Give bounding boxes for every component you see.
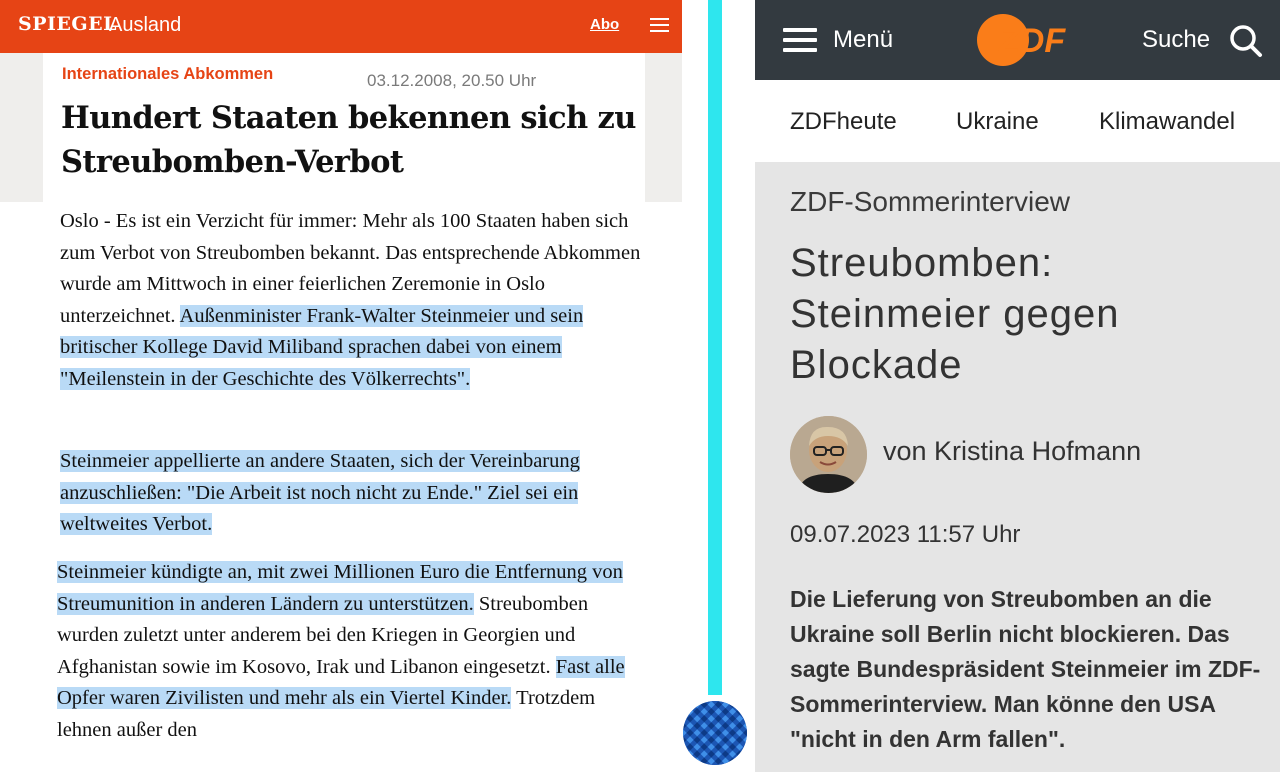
- zdf-nav: [755, 80, 1280, 162]
- zdf-article-panel: [755, 0, 1280, 772]
- article-date: 09.07.2023 11:57 Uhr: [790, 521, 1021, 548]
- paragraph-1: [60, 206, 645, 395]
- nav-item-zdfheute[interactable]: ZDFheute: [790, 108, 897, 135]
- text-highlight: Steinmeier kündigte an, mit zwei Millionen Euro die Entfernung von Streumunition in anderen Ländern zu unterstützen.: [57, 561, 623, 615]
- text-plain: Streubomben wurden zuletzt unter anderem bei den Kriegen in Georgien und Afghanistan sowie im Kosovo, Irak und Libanon eingesetzt.: [57, 592, 589, 678]
- article-lead: Die Lieferung von Streubomben an die Ukraine soll Berlin nicht blockieren. Das sagte Bundespräsident Steinmeier im ZDF-Sommerinterview. Man könne den USA "nicht in den Arm fallen".: [790, 586, 1261, 752]
- text-highlight: Steinmeier appellierte an andere Staaten, sich der Vereinbarung anzuschließen: "Die Arbeit ist noch nicht zu Ende." Ziel sei ein weltweites Verbot.: [60, 450, 580, 535]
- article-date: 03.12.2008, 20.50 Uhr: [367, 71, 537, 90]
- section-label[interactable]: Ausland: [109, 14, 182, 36]
- abo-link[interactable]: Abo: [590, 16, 620, 33]
- paragraph-2: [60, 446, 645, 541]
- divider-bar: [708, 0, 722, 695]
- search-icon[interactable]: [1229, 24, 1263, 58]
- hamburger-icon[interactable]: [783, 28, 817, 52]
- nav-item-ukraine[interactable]: Ukraine: [956, 108, 1039, 135]
- article-kicker: Internationales Abkommen: [62, 65, 274, 83]
- zdf-logo[interactable]: [977, 12, 1072, 68]
- author-avatar: [790, 416, 867, 493]
- nav-item-klimawandel[interactable]: Klimawandel: [1099, 108, 1236, 135]
- menu-button[interactable]: Menü: [833, 26, 894, 53]
- spiegel-header: [0, 0, 682, 53]
- overlay-badge: [683, 701, 747, 765]
- article-kicker: ZDF-Sommerinterview: [790, 186, 1071, 217]
- zdf-header: [755, 0, 1280, 80]
- article-headline: Hundert Staaten bekennen sich zu Streubomben-Verbot: [61, 100, 636, 180]
- spiegel-logo[interactable]: SPIEGEL: [18, 13, 117, 35]
- text-highlight: Fast alle Opfer waren Zivilisten und mehr als ein Viertel Kinder.: [57, 655, 625, 709]
- text-plain: Trotzdem lehnen außer den: [57, 687, 596, 741]
- text-plain: Oslo - Es ist ein Verzicht für immer: Mehr als 100 Staaten haben sich zum Verbot von Streubomben bekannt. Das entsprechende Abkommen wurde am Mittwoch in einer feierlichen Zeremonie in Oslo unterzeichnet.: [60, 210, 641, 327]
- paragraph-3: [57, 557, 647, 746]
- author-name[interactable]: von Kristina Hofmann: [883, 436, 1142, 466]
- zdf-logo-text: ZDF: [999, 22, 1066, 60]
- hamburger-icon[interactable]: [650, 18, 669, 32]
- text-highlight: Außenminister Frank-Walter Steinmeier und sein britischer Kollege David Miliband sprachen dabei von einem "Meilenstein in der Geschichte des Völkerrechts".: [60, 304, 584, 390]
- article-headline: Streubomben: Steinmeier gegen Blockade: [790, 241, 1120, 387]
- search-button[interactable]: Suche: [1142, 26, 1211, 53]
